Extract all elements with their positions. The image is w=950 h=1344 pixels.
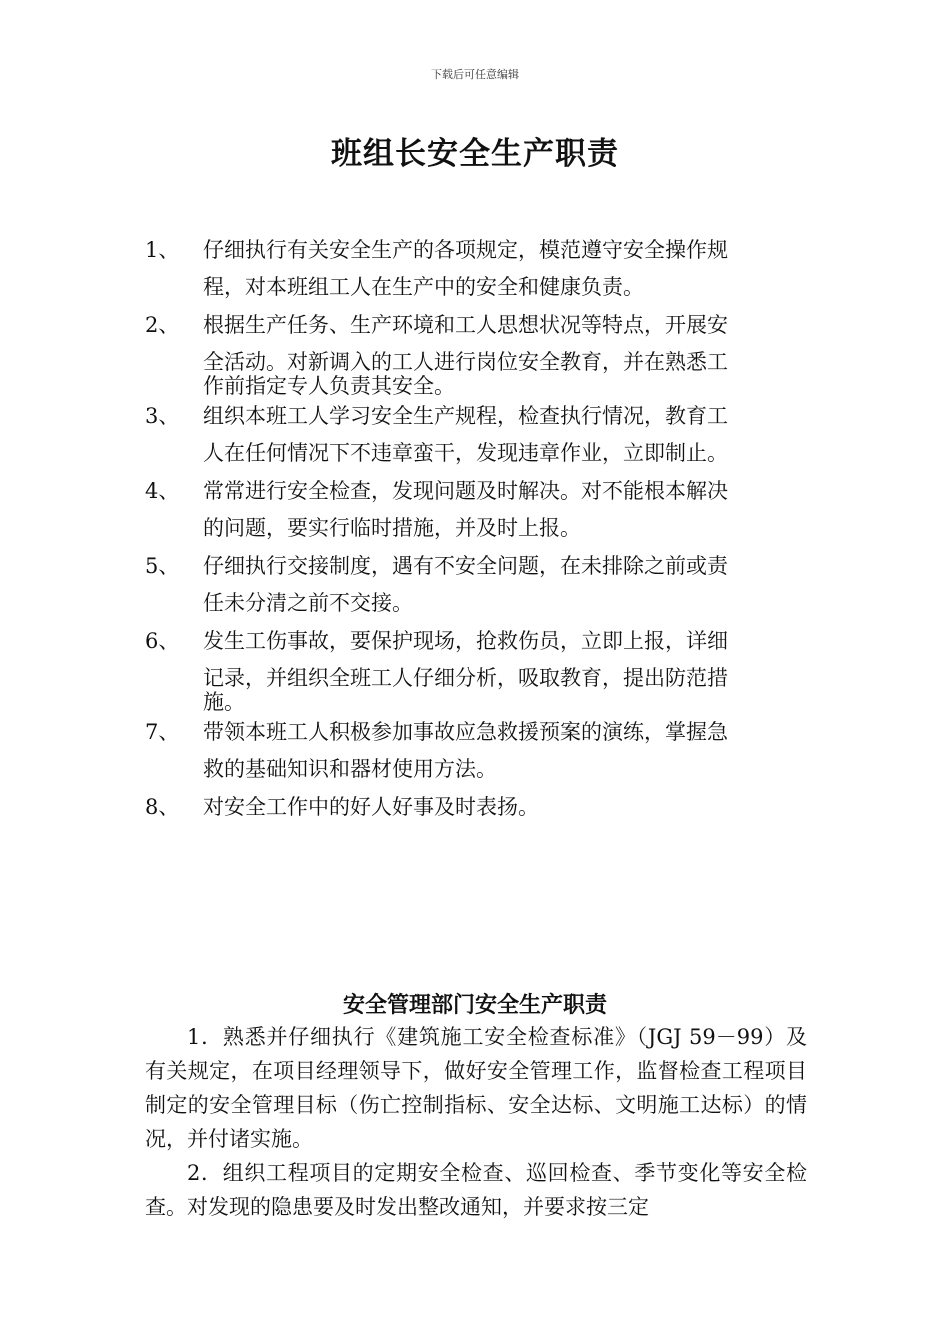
list-item: [145, 307, 815, 397]
item-number: 8、: [145, 795, 180, 819]
paragraph: 2．组织工程项目的定期安全检查、巡回检查、季节变化等安全检查。对发现的隐患要及时发出整改通知，并要求按三定: [145, 1161, 807, 1219]
item-number: 1、: [145, 238, 180, 262]
item-number: 4、: [145, 479, 180, 503]
item-number: 3、: [145, 404, 180, 428]
paragraph: 1．熟悉并仔细执行《建筑施工安全检查标准》（JGJ 59－99）及有关规定，在项目经理领导下，做好安全管理工作，监督检查工程项目制定的安全管理目标（伤亡控制指标、安全达标、文明施工达标）的情况，并付诸实施。: [145, 1025, 807, 1151]
item-number: 5、: [145, 554, 180, 578]
list-item: [145, 714, 815, 788]
item-text: 对安全工作中的好人好事及时表扬。: [203, 795, 539, 819]
list-item: [145, 789, 815, 826]
item-text: 带领本班工人积极参加事故应急救援预案的演练，掌握急 救的基础知识和器材使用方法。: [203, 720, 728, 781]
item-text: 根据生产任务、生产环境和工人思想状况等特点，开展安 全活动。对新调入的工人进行岗位安全教育，并在熟悉工 作前指定专人负责其安全。: [203, 313, 728, 398]
item-text: 组织本班工人学习安全生产规程，检查执行情况，教育工 人在任何情况下不违章蛮干，发现违章作业，立即制止。: [203, 404, 728, 465]
list-item: [145, 398, 815, 472]
section-body: [145, 1020, 807, 1224]
document-title: 班组长安全生产职责: [331, 136, 619, 172]
page-header: 下载后可任意编辑: [431, 68, 519, 81]
item-text: 发生工伤事故，要保护现场，抢救伤员，立即上报，详细 记录，并组织全班工人仔细分析，吸取教育，提出防范措 施。: [203, 629, 728, 714]
item-text: 仔细执行交接制度，遇有不安全问题，在未排除之前或责 任未分清之前不交接。: [203, 554, 728, 615]
item-number: 6、: [145, 629, 180, 653]
item-number: 2、: [145, 313, 180, 337]
list-item: [145, 548, 815, 622]
duty-list: [145, 232, 815, 827]
section-title: 安全管理部门安全生产职责: [342, 993, 607, 1018]
list-item: [145, 232, 815, 306]
list-item: [145, 473, 815, 547]
item-text: 仔细执行有关安全生产的各项规定，模范遵守安全操作规 程，对本班组工人在生产中的安全和健康负责。: [203, 238, 728, 299]
item-text: 常常进行安全检查，发现问题及时解决。对不能根本解决 的问题，要实行临时措施，并及时上报。: [203, 479, 728, 540]
item-number: 7、: [145, 720, 180, 744]
list-item: [145, 623, 815, 713]
